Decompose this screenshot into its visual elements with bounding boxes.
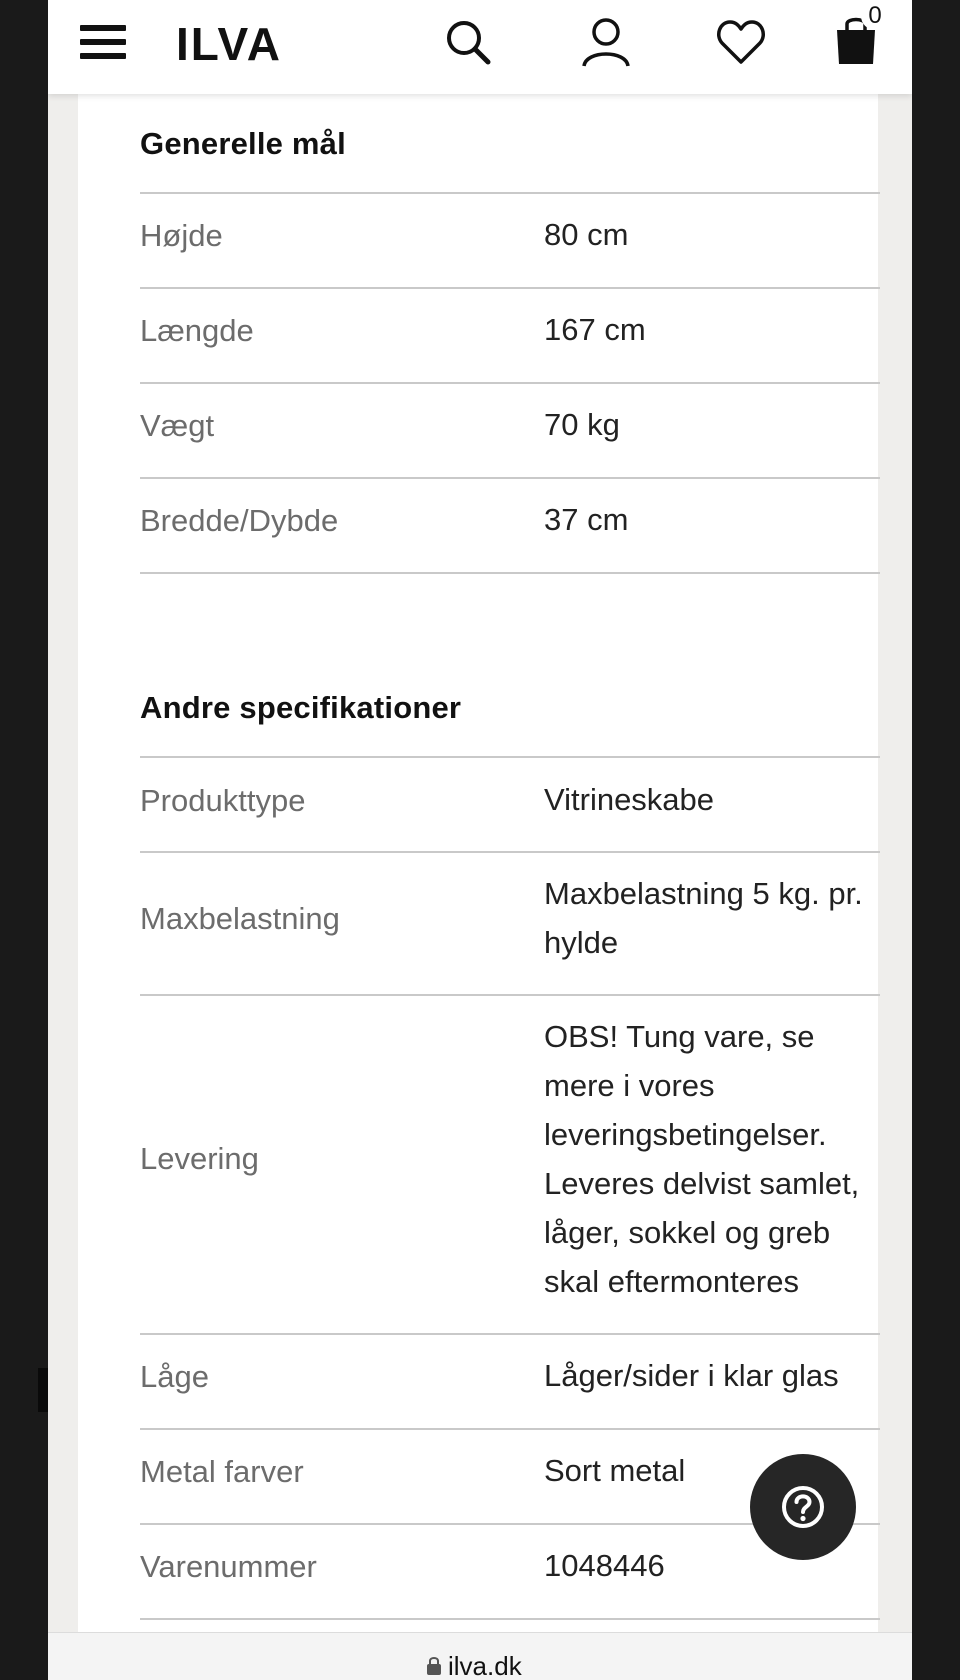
spec-label-height: Højde — [140, 218, 223, 253]
spec-label-product-type: Produkttype — [140, 783, 306, 818]
hamburger-menu-icon[interactable] — [80, 22, 126, 62]
question-circle-icon — [780, 1484, 826, 1530]
spec-value-product-type: Vitrineskabe — [544, 782, 715, 817]
site-header — [48, 0, 912, 94]
spec-value-width-depth: 37 cm — [544, 502, 629, 537]
spec-label-delivery: Levering — [140, 1141, 259, 1176]
spec-value-max-load: Maxbelastning 5 kg. pr. hylde — [544, 876, 863, 960]
search-icon[interactable] — [444, 18, 492, 66]
spec-value-weight: 70 kg — [544, 407, 620, 442]
svg-text:ILVA: ILVA — [176, 18, 282, 68]
spec-label-max-load: Maxbelastning — [140, 901, 340, 936]
spec-value-door: Låger/sider i klar glas — [544, 1358, 839, 1393]
divider — [140, 851, 880, 853]
product-specifications — [78, 94, 878, 1634]
spec-value-length: 167 cm — [544, 312, 646, 347]
divider — [140, 1618, 880, 1620]
spec-label-weight: Vægt — [140, 408, 215, 443]
spec-value-height: 80 cm — [544, 217, 629, 252]
lock-icon — [426, 1655, 442, 1675]
spec-value-delivery: OBS! Tung vare, se mere i vores leveringsbetingelser. Leveres delvist samlet, låger, sokkel og greb skal eftermonteres — [544, 1019, 860, 1299]
heart-icon[interactable] — [716, 18, 766, 66]
spec-value-item-number: 1048446 — [544, 1548, 665, 1583]
divider — [140, 1333, 880, 1335]
divider — [140, 382, 880, 384]
divider — [140, 192, 880, 194]
spec-label-door: Låge — [140, 1359, 209, 1394]
divider — [140, 994, 880, 996]
cart-count-badge: 0 — [861, 2, 889, 30]
phone-screen — [48, 0, 912, 1680]
spec-label-length: Længde — [140, 313, 254, 348]
url-text: ilva.dk — [448, 1651, 522, 1680]
divider — [140, 287, 880, 289]
divider — [140, 756, 880, 758]
user-icon[interactable] — [580, 16, 632, 68]
help-button[interactable] — [750, 1454, 856, 1560]
background-fragment — [38, 1368, 48, 1412]
ilva-logo[interactable] — [176, 16, 316, 68]
spec-label-item-number: Varenummer — [140, 1549, 317, 1584]
general-dimensions-title: Generelle mål — [140, 126, 346, 161]
divider — [140, 1428, 880, 1430]
divider — [140, 572, 880, 574]
spec-label-width-depth: Bredde/Dybde — [140, 503, 339, 538]
browser-url-bar[interactable] — [48, 1632, 912, 1680]
spec-value-metal-color: Sort metal — [544, 1453, 686, 1488]
other-specifications-title: Andre specifikationer — [140, 690, 462, 725]
divider — [140, 477, 880, 479]
spec-label-metal-color: Metal farver — [140, 1454, 304, 1489]
